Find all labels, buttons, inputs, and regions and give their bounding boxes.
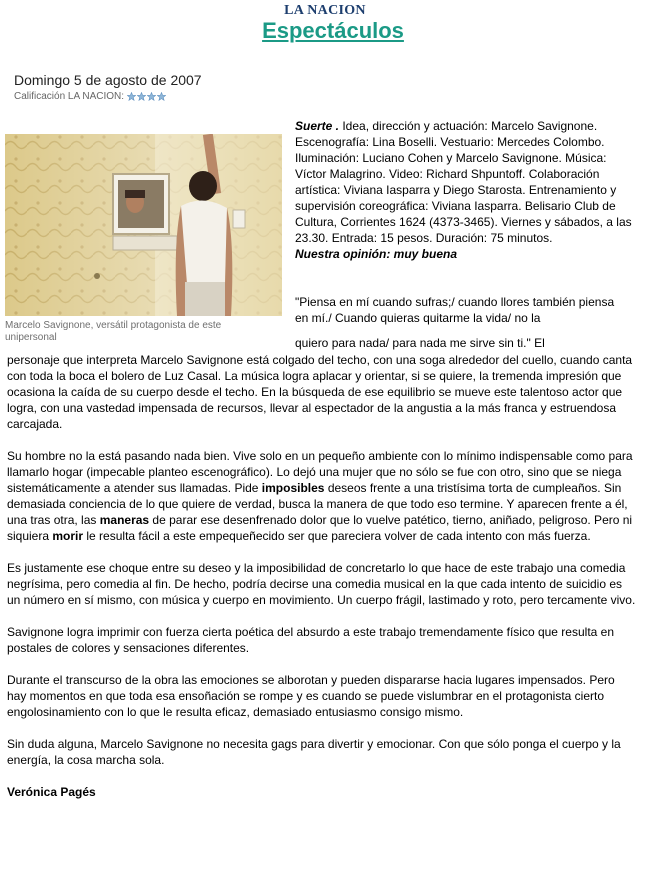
bold-keyword: imposibles [261, 481, 325, 495]
article-photo [5, 134, 282, 316]
show-credits [295, 118, 635, 262]
article-date: Domingo 5 de agosto de 2007 [14, 72, 202, 88]
paragraph-4: Savignone logra imprimir con fuerza cierta poética del absurdo a este trabajo tremendamente físico que resulta en postales de colores y sensaciones diferentes. [7, 625, 615, 655]
paragraph-2-text: Su hombre no la está pasando nada bien. Vive solo en un pequeño ambiente con lo mínimo indispensable como para llamarlo hogar (impecable planteo escenográfico). Lo dejó una mujer que no sólo se fue con otro, sino que se niega sistemáticamente a atender sus llamadas. Pide [7, 449, 633, 495]
paragraph-5: Durante el transcurso de la obra las emociones se alborotan y pueden dispararse hacia lugares impensados. Pero hay momentos en que toda esa ensoñación se rompe y es cuando se puede vislumbrar en el protagonista cierto engolosinamiento con lo que le resulta eficaz, demasiado entusiasmo consigo mismo. [7, 673, 615, 719]
star-icon [157, 92, 166, 101]
paragraph-6: Sin duda alguna, Marcelo Savignone no necesita gags para divertir y emocionar. Con que sólo ponga el cuerpo y la energía, la cosa marcha sola. [7, 737, 621, 767]
paragraph-2-text: le resulta fácil a este empequeñecido ser que pareciera volver de cada intento con más fuerza. [83, 529, 591, 543]
star-icon [127, 92, 136, 101]
opinion-rating: Nuestra opinión: muy buena [295, 247, 458, 261]
quote-continuation: quiero para nada/ para nada me sirve sin ti." El [295, 336, 545, 350]
rating-label: Calificación LA NACION: [14, 91, 125, 102]
section-title-link[interactable]: Espectáculos [262, 18, 404, 43]
bold-keyword: morir [52, 529, 84, 543]
newspaper-logo: LA NACION [284, 3, 366, 18]
quote-intro: "Piensa en mí cuando sufras;/ cuando llores también piensa en mí./ Cuando quieras quitarme la vida/ no la [295, 295, 615, 325]
paragraph-1: personaje que interpreta Marcelo Savignone está colgado del techo, con una soga alrededor del cuello, cuando canta con toda la boca el bolero de Luz Casal. La música logra aplacar y orientar, si se quiere, la tremenda impresión que ocasiona la caída de su cuerpo desde el techo. En la búsqueda de ese equilibrio se mueve este talentoso actor que logra, con una vastedad impensada de recursos, llevar al espectador de la angustia a la más franca y estruendosa carcajada. [7, 353, 633, 431]
rating [14, 91, 167, 102]
paragraph-3: Es justamente ese choque entre su deseo y la imposibilidad de concretarlo lo que hace de este trabajo una comedia negrísima, pero comedia al fin. De hecho, podría decirse una comedia musical en la que cada intento de suicidio es un número en sí mismo, con música y cuerpo en movimiento. Un cuerpo frágil, lastimado y roto, pero tercamente vivo. [7, 561, 636, 607]
article-author: Verónica Pagés [7, 785, 96, 799]
credits-text: Idea, dirección y actuación: Marcelo Savignone. Escenografía: Lina Boselli. Vestuario: Mercedes Colombo. Iluminación: Luciano Cohen y Marcelo Savignone. Música: Víctor Malagrino. Video: Richard Shpuntoff. Colaboración artística: Viviana Iasparra y Diego Starosta. Entrenamiento y supervisión coreográfica: Viviana Iasparra. Belisario Club de Cultura, Corrientes 1624 (4373-3465). Viernes y sábados, a las 23.30. Entrada: 15 pesos. Duración: 75 minutos. [295, 119, 632, 245]
paragraph-2 [7, 448, 637, 544]
star-icon [137, 92, 146, 101]
paragraph-2-text: deseos frente a una tristísima torta de cumpleaños. Sin demasiada conciencia de lo que quiere de verdad, busca la manera de que todo eso termine. Y aparecen frente a él, una tras otra, las [7, 481, 628, 527]
bold-keyword: maneras [99, 513, 150, 527]
article-body [7, 352, 637, 816]
rating-stars [127, 92, 167, 101]
paragraph-2-text: de parar ese desenfrenado dolor que lo vuelve patético, tierno, aniñado, peligroso. Pero ni siquiera [7, 513, 633, 543]
star-icon [147, 92, 156, 101]
photo-caption: Marcelo Savignone, versátil protagonista de este unipersonal [5, 320, 222, 343]
show-title: Suerte . [295, 119, 340, 133]
